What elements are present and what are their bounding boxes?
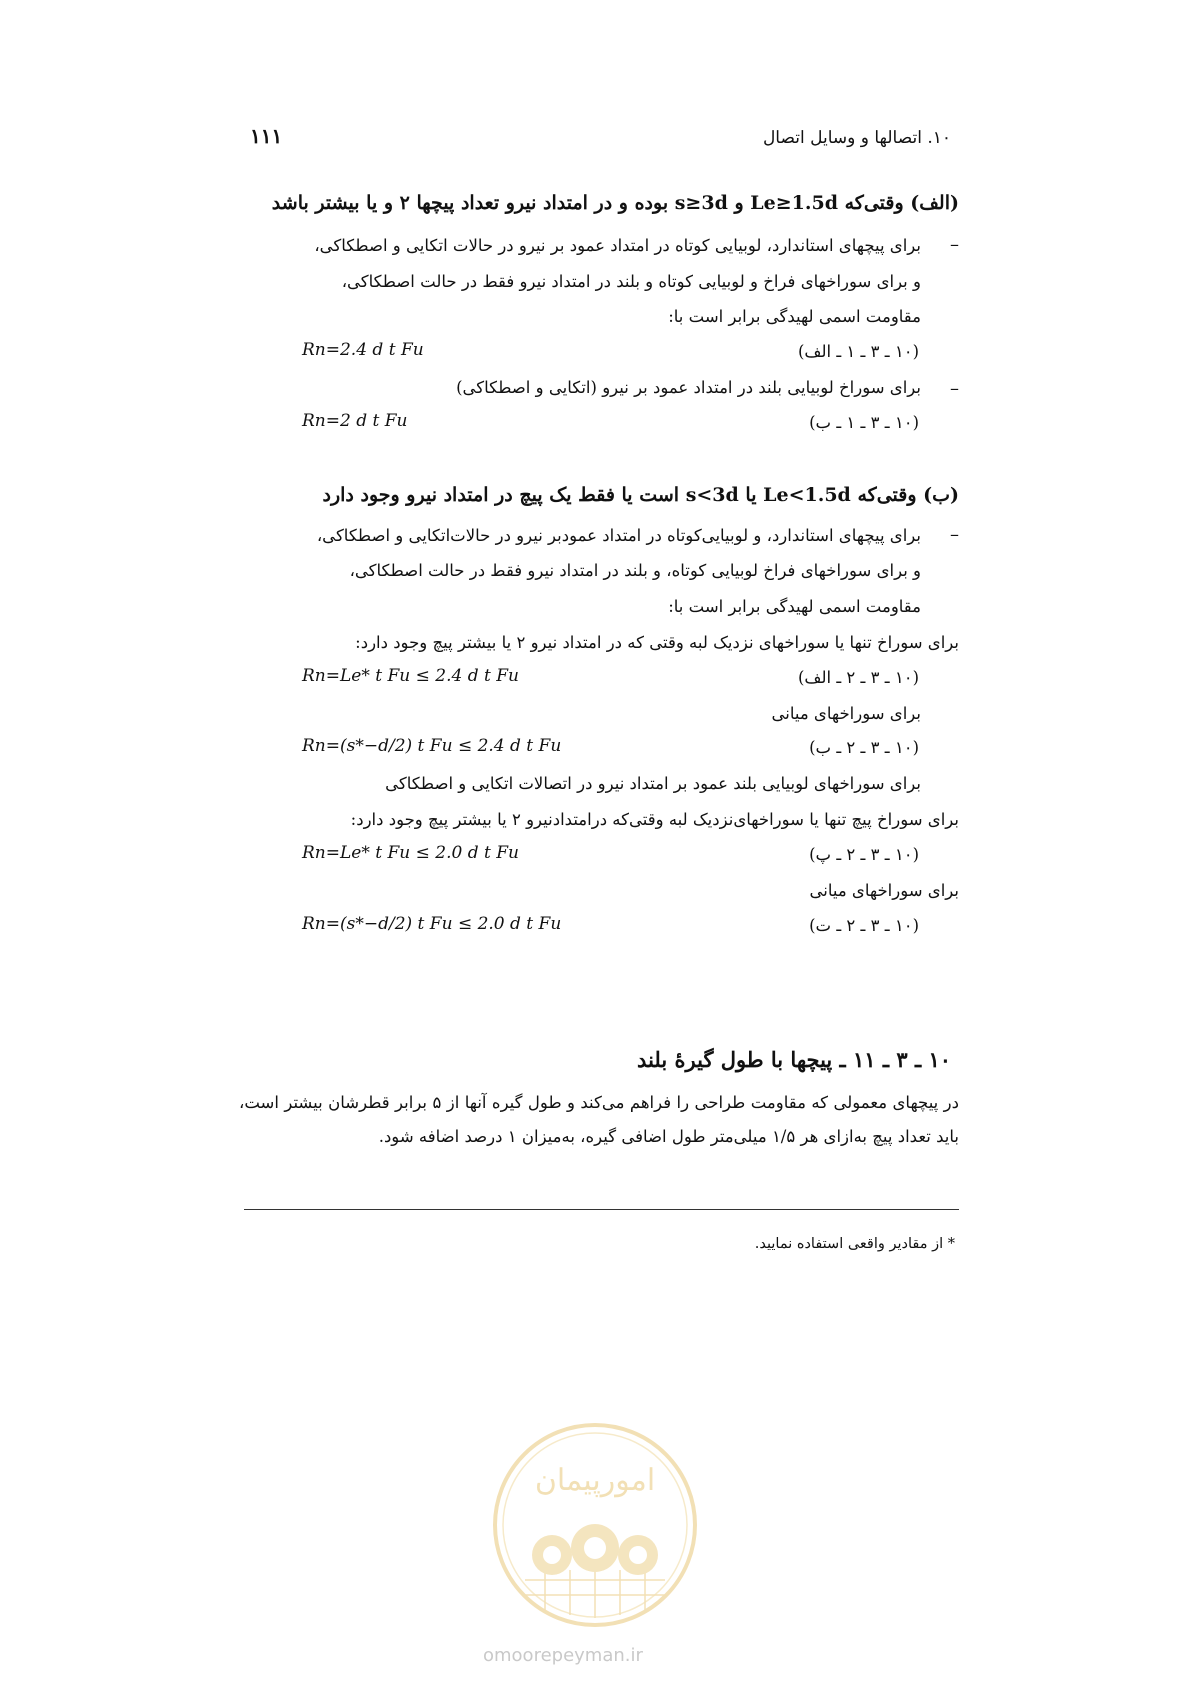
section-b-p6-line1: برای سوراخهای میانی (809, 881, 959, 900)
section-b-heading: (ب) وقتی‌که Le<1.5d یا s<3d است یا فقط یک پیچ در امتداد نیرو وجود دارد (322, 484, 959, 506)
section-b-p2-line1: برای سوراخ تنها یا سوراخهای نزدیک لبه وقتی که در امتداد نیرو ۲ یا بیشتر پیچ وجود دارد: (355, 633, 959, 652)
section-11-heading: ۱۰ ـ ۳ ـ ۱۱ ـ پیچها با طول گیرهٔ بلند (637, 1047, 951, 1072)
equation-formula: Rn=(s*−d/2) t Fu ≤ 2.0 d t Fu (302, 914, 562, 934)
bullet-dash: – (950, 234, 959, 255)
watermark-logo-text: امورپیمان (534, 1463, 656, 1498)
section-b-p1-line1: برای پیچهای استاندارد، و لوبیایی‌کوتاه در امتداد عمودبر نیرو در حالات‌اتکایی و اصطکاکی، (316, 526, 921, 545)
equation-formula: Rn=2.4 d t Fu (302, 340, 424, 360)
equation-label: (۱۰ ـ ۳ ـ ۲ ـ الف) (797, 668, 919, 687)
section-b-p3-line1: برای سوراخهای میانی (771, 704, 921, 723)
equation-formula: Rn=Le* t Fu ≤ 2.4 d t Fu (302, 666, 519, 686)
section-a-p1-line2: و برای سوراخهای فراخ و لوبیایی کوتاه و بلند در امتداد نیرو فقط در حالت اصطکاکی، (341, 272, 921, 291)
section-a-heading: (الف) وقتی‌که Le≥1.5d و s≥3d بوده و در امتداد نیرو تعداد پیچها ۲ و یا بیشتر باشد (271, 192, 959, 214)
equation-label: (۱۰ ـ ۳ ـ ۲ ـ پ) (809, 845, 919, 864)
equation-label: (۱۰ ـ ۳ ـ ۱ ـ الف) (797, 342, 919, 361)
section-11-paragraph: در پیچهای معمولی که مقاومت طراحی را فراهم می‌کند و طول گیره آنها از ۵ برابر قطرشان بیشتر است، باید تعداد پیچ به‌ازای هر ۱/۵ میلی‌متر طول اضافی گیره، به‌میزان ۱ درصد اضافه شود. (239, 1093, 960, 1146)
page-number: ۱۱۱ (250, 124, 283, 148)
equation-formula: Rn=Le* t Fu ≤ 2.0 d t Fu (302, 843, 519, 863)
watermark-site: omoorepeyman.ir (483, 1645, 643, 1666)
bullet-dash: – (950, 524, 959, 545)
section-a-p2-line1: برای سوراخ لوبیایی بلند در امتداد عمود بر نیرو (اتکایی و اصطکاکی) (456, 378, 921, 397)
equation-label: (۱۰ ـ ۳ ـ ۲ ـ ب) (809, 738, 919, 757)
equation-formula: Rn=2 d t Fu (302, 411, 408, 431)
equation-formula: Rn=(s*−d/2) t Fu ≤ 2.4 d t Fu (302, 736, 562, 756)
equation-label: (۱۰ ـ ۳ ـ ۲ ـ ت) (809, 916, 919, 935)
section-a-p1-line3: مقاومت اسمی لهیدگی برابر است با: (668, 307, 921, 326)
footnote-rule (244, 1209, 959, 1210)
watermark-logo (490, 1420, 700, 1630)
bullet-dash: – (950, 378, 959, 399)
section-b-p5-line1: برای سوراخ پیچ تنها یا سوراخهای‌نزدیک لبه وقتی‌که درامتدادنیرو ۲ یا بیشتر پیچ وجود دارد: (350, 810, 959, 829)
running-head: ۱۰. اتصالها و وسایل اتصال (762, 128, 951, 148)
section-b-p4-line1: برای سوراخهای لوبیایی بلند عمود بر امتداد نیرو در اتصالات اتکایی و اصطکاکی (385, 774, 921, 793)
section-a-p1-line1: برای پیچهای استاندارد، لوبیایی کوتاه در امتداد عمود بر نیرو در حالات اتکایی و اصطکاکی، (314, 236, 921, 255)
section-b-p1-line3: مقاومت اسمی لهیدگی برابر است با: (668, 597, 921, 616)
section-b-p1-line2: و برای سوراخهای فراخ لوبیایی کوتاه، و بلند در امتداد نیرو فقط در حالت اصطکاکی، (349, 561, 921, 580)
footnote: * از مقادیر واقعی استفاده نمایید. (754, 1236, 955, 1252)
equation-label: (۱۰ ـ ۳ ـ ۱ ـ ب) (809, 413, 919, 432)
gear-seal-icon (490, 1420, 700, 1630)
